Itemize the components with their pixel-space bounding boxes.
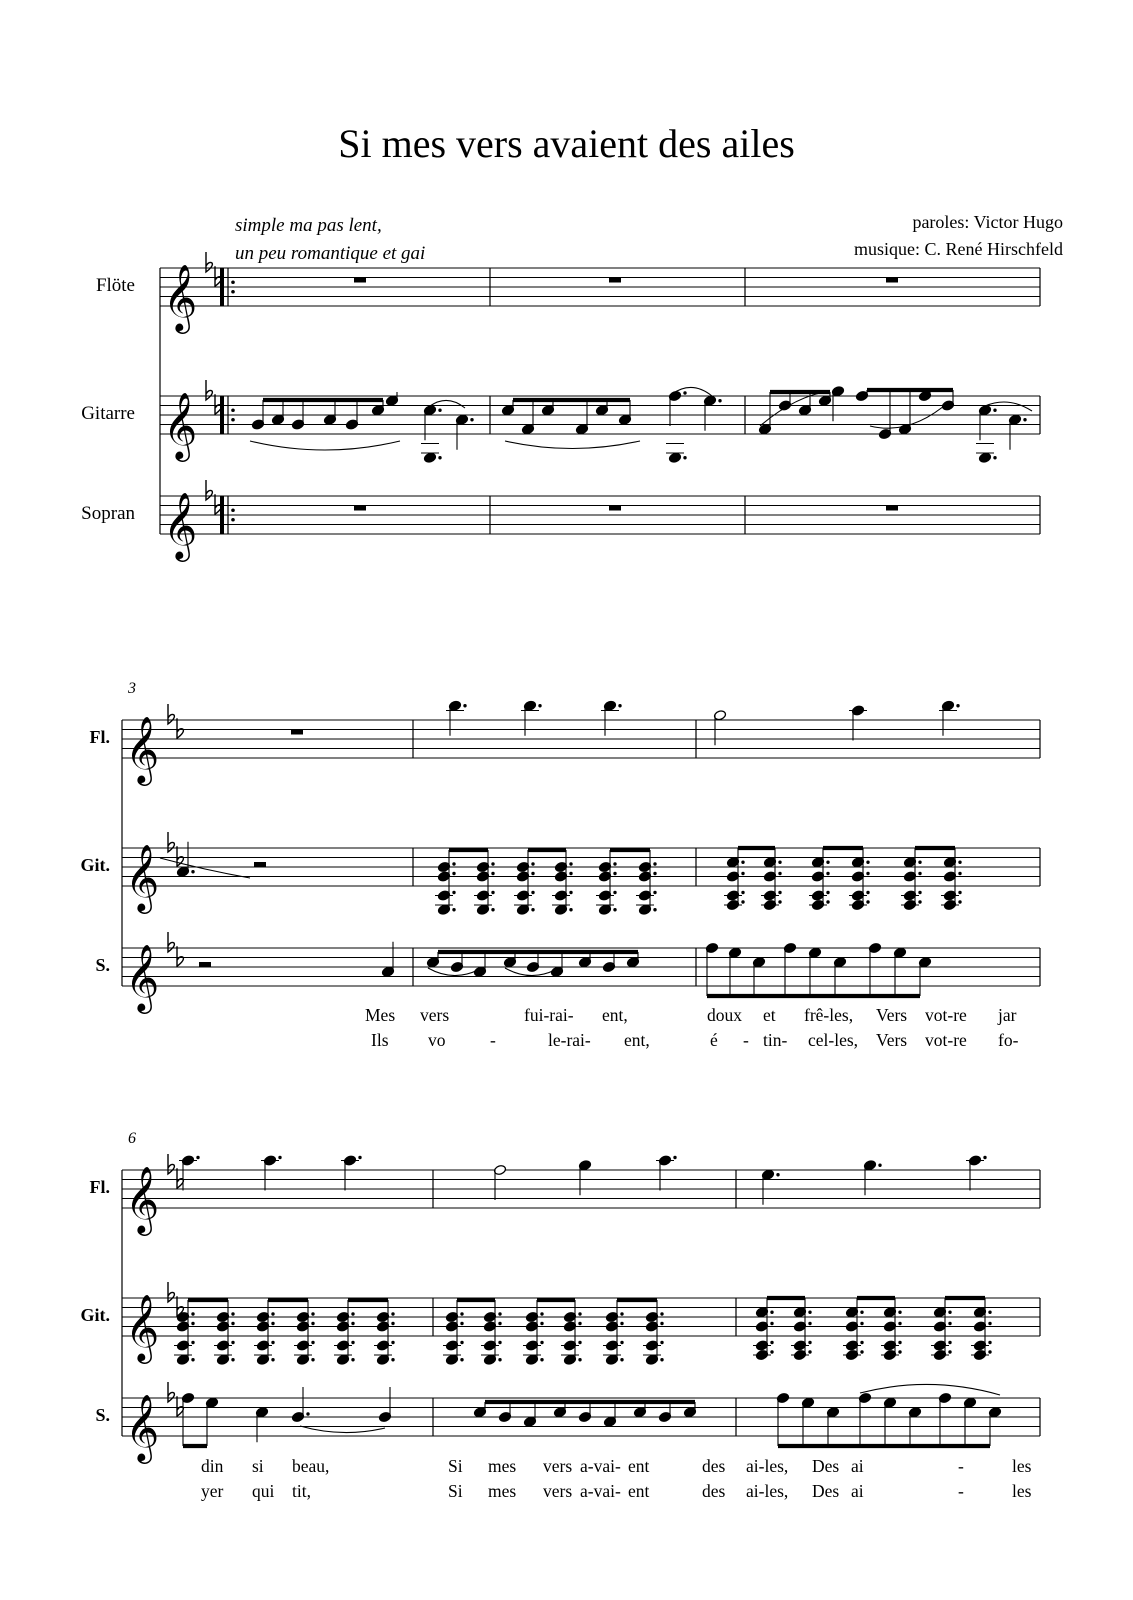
note-dot xyxy=(948,1322,951,1325)
whole-rest-icon xyxy=(609,506,621,511)
note-dot xyxy=(278,1156,281,1159)
note-dot xyxy=(898,1322,901,1325)
note-dot xyxy=(491,908,494,911)
note-dot xyxy=(866,891,869,894)
note-dot xyxy=(898,1350,901,1353)
note-dot xyxy=(613,862,616,865)
treble-clef-icon: 𝄞 xyxy=(125,1293,160,1361)
note-dot xyxy=(351,1312,354,1315)
note-dot xyxy=(660,1312,663,1315)
note-dot xyxy=(311,1341,314,1344)
repeat-dot xyxy=(231,290,235,294)
lyric-syllable: ai-les, xyxy=(746,1456,789,1476)
lyric-syllable: vo xyxy=(428,1030,446,1050)
note-dot xyxy=(860,1341,863,1344)
lyric-syllable: fo- xyxy=(998,1030,1019,1050)
note-dot xyxy=(948,1311,951,1314)
lyric-syllable: - xyxy=(958,1456,964,1476)
tempo-line-2: un peu romantique et gai xyxy=(235,243,426,264)
note-dot xyxy=(191,1322,194,1325)
whole-rest-icon xyxy=(354,278,366,283)
note-dot xyxy=(311,1312,314,1315)
lyric-syllable: ai xyxy=(851,1456,864,1476)
lyric-syllable: les xyxy=(1012,1481,1032,1501)
lyric-syllable: tit, xyxy=(292,1481,311,1501)
lyric-syllable: Des xyxy=(812,1481,840,1501)
note-dot xyxy=(958,891,961,894)
composer-credit: musique: C. René Hirschfeld xyxy=(854,239,1063,259)
note-dot xyxy=(569,872,572,875)
note-dot xyxy=(866,900,869,903)
lyric-syllable: Vers xyxy=(876,1005,908,1025)
note-dot xyxy=(988,1322,991,1325)
lyric-syllable: frê-les, xyxy=(804,1005,854,1025)
slur xyxy=(430,400,465,408)
instrument-abbr-flute: Fl. xyxy=(89,727,110,747)
lyric-syllable: ent xyxy=(628,1481,650,1501)
note-dot xyxy=(311,1322,314,1325)
note-dot xyxy=(718,399,721,402)
lyric-syllable: mes xyxy=(488,1481,517,1501)
note-dot xyxy=(540,1312,543,1315)
note-dot xyxy=(653,908,656,911)
note-dot xyxy=(191,1341,194,1344)
note-dot xyxy=(808,1311,811,1314)
note-dot xyxy=(948,1350,951,1353)
note-dot xyxy=(191,1312,194,1315)
repeat-dot xyxy=(231,508,235,512)
measure-number-3: 3 xyxy=(128,680,136,697)
note-dot xyxy=(191,1358,194,1361)
lyric-syllable: vers xyxy=(543,1456,573,1476)
score-title: Si mes vers avaient des ailes xyxy=(338,121,795,166)
note-dot xyxy=(770,1350,773,1353)
note-dot xyxy=(452,908,455,911)
lyric-syllable: ai-les, xyxy=(746,1481,789,1501)
note-dot xyxy=(826,872,829,875)
note-dot xyxy=(391,1322,394,1325)
note-dot xyxy=(306,1412,309,1415)
flat-key-signature-icon xyxy=(206,380,212,400)
flat-key-signature-icon xyxy=(168,1382,174,1402)
note-dot xyxy=(351,1341,354,1344)
note-dot xyxy=(948,1341,951,1344)
lyric-syllable: le-rai- xyxy=(548,1030,591,1050)
note-dot xyxy=(498,1358,501,1361)
note-dot xyxy=(498,1312,501,1315)
note-dot xyxy=(653,891,656,894)
treble-clef-icon: 𝄞 xyxy=(163,391,198,459)
note-dot xyxy=(918,872,921,875)
repeat-barline-icon xyxy=(220,268,224,306)
note-head xyxy=(668,452,681,463)
note-dot xyxy=(958,872,961,875)
instrument-abbr-guitar: Git. xyxy=(80,855,110,875)
note-dot xyxy=(958,900,961,903)
note-dot xyxy=(578,1341,581,1344)
note-dot xyxy=(531,908,534,911)
lyric-syllable: - xyxy=(958,1481,964,1501)
flat-key-signature-icon xyxy=(168,832,174,852)
note-dot xyxy=(918,891,921,894)
flat-key-signature-icon xyxy=(206,252,212,272)
lyric-syllable: Ils xyxy=(371,1030,389,1050)
note-dot xyxy=(358,1156,361,1159)
note-dot xyxy=(741,861,744,864)
note-dot xyxy=(620,1312,623,1315)
note-dot xyxy=(491,891,494,894)
whole-rest-icon xyxy=(886,278,898,283)
note-dot xyxy=(993,456,996,459)
lyric-syllable: Mes xyxy=(365,1005,396,1025)
flat-key-signature-icon xyxy=(168,1282,174,1302)
note-dot xyxy=(452,862,455,865)
note-dot xyxy=(231,1312,234,1315)
lyric-syllable: a-vai- xyxy=(580,1456,621,1476)
lyric-syllable: yer xyxy=(201,1481,224,1501)
note-dot xyxy=(988,1341,991,1344)
note-dot xyxy=(196,1156,199,1159)
note-dot xyxy=(826,861,829,864)
lyric-syllable: cel-les, xyxy=(808,1030,859,1050)
lyric-syllable: beau, xyxy=(292,1456,330,1476)
note-dot xyxy=(983,1156,986,1159)
note-dot xyxy=(770,1341,773,1344)
measure-number-6: 6 xyxy=(128,1130,136,1147)
note-dot xyxy=(569,862,572,865)
note-dot xyxy=(460,1358,463,1361)
lyricist-credit: paroles: Victor Hugo xyxy=(912,212,1063,232)
note-dot xyxy=(620,1358,623,1361)
treble-clef-icon: 𝄞 xyxy=(125,843,160,911)
note-dot xyxy=(613,872,616,875)
whole-rest-icon xyxy=(886,506,898,511)
note-dot xyxy=(498,1341,501,1344)
note-dot xyxy=(438,456,441,459)
note-dot xyxy=(866,872,869,875)
note-dot xyxy=(391,1312,394,1315)
lyric-syllable: vot-re xyxy=(925,1005,967,1025)
note-dot xyxy=(770,1322,773,1325)
treble-clef-icon: 𝄞 xyxy=(163,491,198,559)
note-dot xyxy=(391,1341,394,1344)
note-dot xyxy=(988,1350,991,1353)
instrument-name-soprano: Sopran xyxy=(81,503,135,524)
note-dot xyxy=(660,1341,663,1344)
note-dot xyxy=(808,1350,811,1353)
note-dot xyxy=(860,1322,863,1325)
flat-key-signature-icon xyxy=(168,704,174,724)
note-dot xyxy=(540,1322,543,1325)
lyric-syllable: des xyxy=(702,1456,726,1476)
slur xyxy=(985,402,1032,411)
note-dot xyxy=(988,1311,991,1314)
whole-rest-icon xyxy=(354,506,366,511)
note-dot xyxy=(569,891,572,894)
half-rest-icon xyxy=(199,962,211,967)
flat-key-signature-icon xyxy=(177,946,183,966)
note-dot xyxy=(231,1358,234,1361)
lyric-syllable: vot-re xyxy=(925,1030,967,1050)
note-dot xyxy=(613,908,616,911)
note-dot xyxy=(452,891,455,894)
note-dot xyxy=(231,1341,234,1344)
lyric-syllable: Si xyxy=(448,1456,463,1476)
slur xyxy=(505,441,640,449)
note-dot xyxy=(271,1358,274,1361)
note-dot xyxy=(578,1312,581,1315)
lyric-syllable: doux xyxy=(707,1005,742,1025)
note-dot xyxy=(770,1311,773,1314)
lyric-syllable: vers xyxy=(543,1481,573,1501)
note-dot xyxy=(1023,418,1026,421)
note-dot xyxy=(540,1341,543,1344)
note-dot xyxy=(673,1156,676,1159)
treble-clef-icon: 𝄞 xyxy=(125,715,160,783)
note-dot xyxy=(620,1322,623,1325)
lyric-syllable: tin- xyxy=(763,1030,788,1050)
lyric-syllable: des xyxy=(702,1481,726,1501)
note-dot xyxy=(660,1358,663,1361)
note-dot xyxy=(898,1341,901,1344)
instrument-abbr-guitar: Git. xyxy=(80,1305,110,1325)
note-dot xyxy=(653,862,656,865)
note-dot xyxy=(918,861,921,864)
repeat-barline-icon xyxy=(220,396,224,434)
repeat-dot xyxy=(231,280,235,284)
treble-clef-icon: 𝄞 xyxy=(125,1165,160,1233)
lyric-syllable: ai xyxy=(851,1481,864,1501)
lyric-syllable: jar xyxy=(998,1005,1017,1025)
lyric-syllable: et xyxy=(763,1005,776,1025)
note-dot xyxy=(452,872,455,875)
note-dot xyxy=(778,891,781,894)
whole-rest-icon xyxy=(291,730,303,735)
note-dot xyxy=(271,1312,274,1315)
note-dot xyxy=(271,1341,274,1344)
note-dot xyxy=(826,891,829,894)
lyric-syllable: - xyxy=(743,1030,749,1050)
note-dot xyxy=(531,862,534,865)
flat-key-signature-icon xyxy=(168,932,174,952)
note-dot xyxy=(956,704,959,707)
note-dot xyxy=(531,872,534,875)
half-rest-icon xyxy=(254,862,266,867)
lyric-syllable: Des xyxy=(812,1456,840,1476)
note-dot xyxy=(491,862,494,865)
slur xyxy=(860,1384,1000,1395)
whole-rest-icon xyxy=(609,278,621,283)
note-dot xyxy=(351,1322,354,1325)
lyric-syllable: a-vai- xyxy=(580,1481,621,1501)
note-dot xyxy=(741,872,744,875)
note-dot xyxy=(776,1173,779,1176)
note-dot xyxy=(460,1312,463,1315)
note-dot xyxy=(653,872,656,875)
note-dot xyxy=(463,704,466,707)
note-dot xyxy=(958,861,961,864)
instrument-name-flute: Flöte xyxy=(95,275,135,296)
note-dot xyxy=(993,409,996,412)
note-dot xyxy=(778,872,781,875)
note-dot xyxy=(683,456,686,459)
note-head xyxy=(423,452,436,463)
note-dot xyxy=(860,1311,863,1314)
lyric-syllable: si xyxy=(252,1456,264,1476)
note-dot xyxy=(826,900,829,903)
note-dot xyxy=(860,1350,863,1353)
treble-clef-icon: 𝄞 xyxy=(125,943,160,1011)
note-dot xyxy=(540,1358,543,1361)
slur xyxy=(250,441,400,450)
note-dot xyxy=(491,872,494,875)
note-dot xyxy=(271,1322,274,1325)
note-dot xyxy=(470,418,473,421)
flat-key-signature-icon xyxy=(168,1154,174,1174)
note-dot xyxy=(578,1358,581,1361)
note-dot xyxy=(778,861,781,864)
lyric-syllable: din xyxy=(201,1456,224,1476)
note-dot xyxy=(351,1358,354,1361)
note-dot xyxy=(918,900,921,903)
note-dot xyxy=(660,1322,663,1325)
repeat-barline-icon xyxy=(220,496,224,534)
lyric-syllable: ent, xyxy=(602,1005,628,1025)
note-dot xyxy=(311,1358,314,1361)
instrument-abbr-soprano: S. xyxy=(95,1405,110,1425)
note-head xyxy=(978,452,991,463)
slur xyxy=(160,858,250,878)
lyric-syllable: vers xyxy=(420,1005,450,1025)
flat-key-signature-icon xyxy=(177,1168,183,1188)
tempo-line-1: simple ma pas lent, xyxy=(235,215,382,236)
lyric-syllable: Si xyxy=(448,1481,463,1501)
note-dot xyxy=(498,1322,501,1325)
treble-clef-icon: 𝄞 xyxy=(125,1393,160,1461)
lyric-syllable: ent xyxy=(628,1456,650,1476)
note-dot xyxy=(231,1322,234,1325)
note-dot xyxy=(808,1341,811,1344)
note-dot xyxy=(460,1341,463,1344)
note-dot xyxy=(531,891,534,894)
note-dot xyxy=(741,900,744,903)
lyric-syllable: les xyxy=(1012,1456,1032,1476)
note-dot xyxy=(391,1358,394,1361)
lyric-syllable: ent, xyxy=(624,1030,650,1050)
repeat-dot xyxy=(231,418,235,422)
note-dot xyxy=(741,891,744,894)
note-dot xyxy=(683,391,686,394)
note-dot xyxy=(620,1341,623,1344)
treble-clef-icon: 𝄞 xyxy=(163,263,198,331)
note-dot xyxy=(613,891,616,894)
note-dot xyxy=(866,861,869,864)
repeat-dot xyxy=(231,518,235,522)
note-dot xyxy=(460,1322,463,1325)
note-dot xyxy=(618,704,621,707)
note-dot xyxy=(438,409,441,412)
note-dot xyxy=(569,908,572,911)
note-dot xyxy=(578,1322,581,1325)
note-dot xyxy=(778,900,781,903)
lyric-syllable: mes xyxy=(488,1456,517,1476)
lyric-syllable: Vers xyxy=(876,1030,908,1050)
lyric-syllable: fui-rai- xyxy=(524,1005,574,1025)
instrument-abbr-flute: Fl. xyxy=(89,1177,110,1197)
repeat-dot xyxy=(231,408,235,412)
note-dot xyxy=(191,870,194,873)
note-dot xyxy=(808,1322,811,1325)
instrument-abbr-soprano: S. xyxy=(95,955,110,975)
flat-key-signature-icon xyxy=(177,718,183,738)
lyric-syllable: qui xyxy=(252,1481,275,1501)
note-dot xyxy=(538,704,541,707)
note-dot xyxy=(878,1164,881,1167)
instrument-name-guitar: Gitarre xyxy=(81,403,135,424)
lyric-syllable: é xyxy=(710,1030,718,1050)
note-dot xyxy=(898,1311,901,1314)
lyric-syllable: - xyxy=(490,1030,496,1050)
flat-key-signature-icon xyxy=(206,480,212,500)
